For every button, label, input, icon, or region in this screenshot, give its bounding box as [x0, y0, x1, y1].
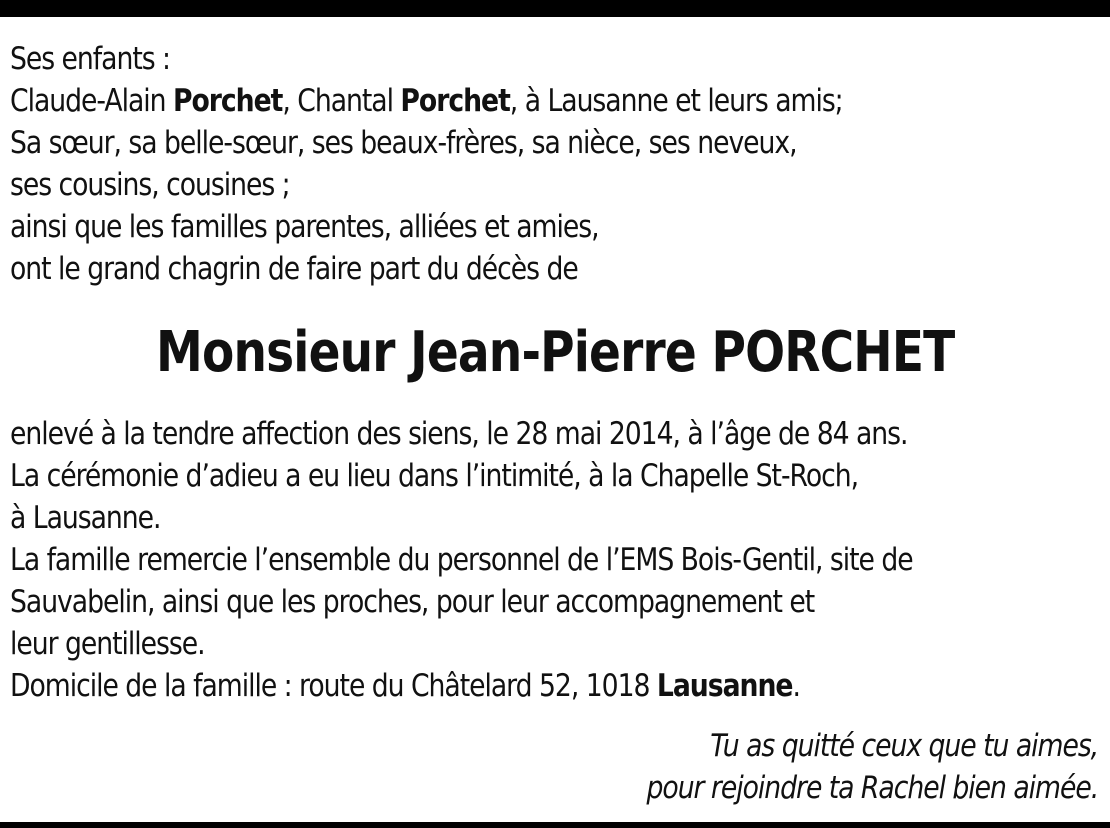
intro-line-2-part-2: , Chantal [282, 83, 401, 119]
address-text: Domicile de la famille : route du Châtelard 52, 1018 [10, 668, 657, 704]
body-line-2: La cérémonie d’adieu a eu lieu dans l’intimité, à la Chapelle St-Roch, [10, 458, 859, 494]
body-line-6: leur gentillesse. [10, 626, 205, 662]
intro-line-2-part-3: , à Lausanne et leurs amis; [509, 83, 843, 119]
body-line-7 [10, 665, 913, 707]
body-line-3: à Lausanne. [10, 500, 161, 536]
city-bold: Lausanne [656, 668, 793, 704]
intro-line-4: ses cousins, cousines ; [10, 167, 290, 203]
body-line-4: La famille remercie l’ensemble du personnel de l’EMS Bois-Gentil, site de [10, 542, 913, 578]
epitaph-line-1: Tu as quitté ceux que tu aimes, [710, 728, 1098, 764]
deceased-name-heading [0, 318, 1110, 388]
intro-line-5: ainsi que les familles parentes, alliées et amies, [10, 209, 599, 245]
bottom-rule [0, 822, 1110, 828]
epitaph-line-2: pour rejoindre ta Rachel bien aimée. [646, 770, 1098, 806]
details-paragraph [10, 413, 913, 707]
deceased-name: Monsieur Jean-Pierre PORCHET [155, 320, 955, 385]
surname-bold-2: Porchet [400, 83, 510, 119]
top-rule [0, 0, 1110, 17]
body-line-5: Sauvabelin, ainsi que les proches, pour leur accompagnement et [10, 584, 815, 620]
intro-line-1: Ses enfants : [10, 41, 171, 77]
surname-bold-1: Porchet [172, 83, 283, 119]
body-line-1: enlevé à la tendre affection des siens, le 28 mai 2014, à l’âge de 84 ans. [10, 416, 908, 452]
announcing-family-paragraph [10, 38, 843, 290]
intro-line-3: Sa sœur, sa belle-sœur, ses beaux-frères, sa nièce, ses neveux, [10, 125, 797, 161]
intro-line-6: ont le grand chagrin de faire part du décès de [10, 251, 578, 287]
epitaph [646, 725, 1098, 809]
intro-line-2-part-1: Claude-Alain [10, 83, 173, 119]
intro-line-2 [10, 80, 843, 122]
address-period: . [792, 668, 800, 704]
